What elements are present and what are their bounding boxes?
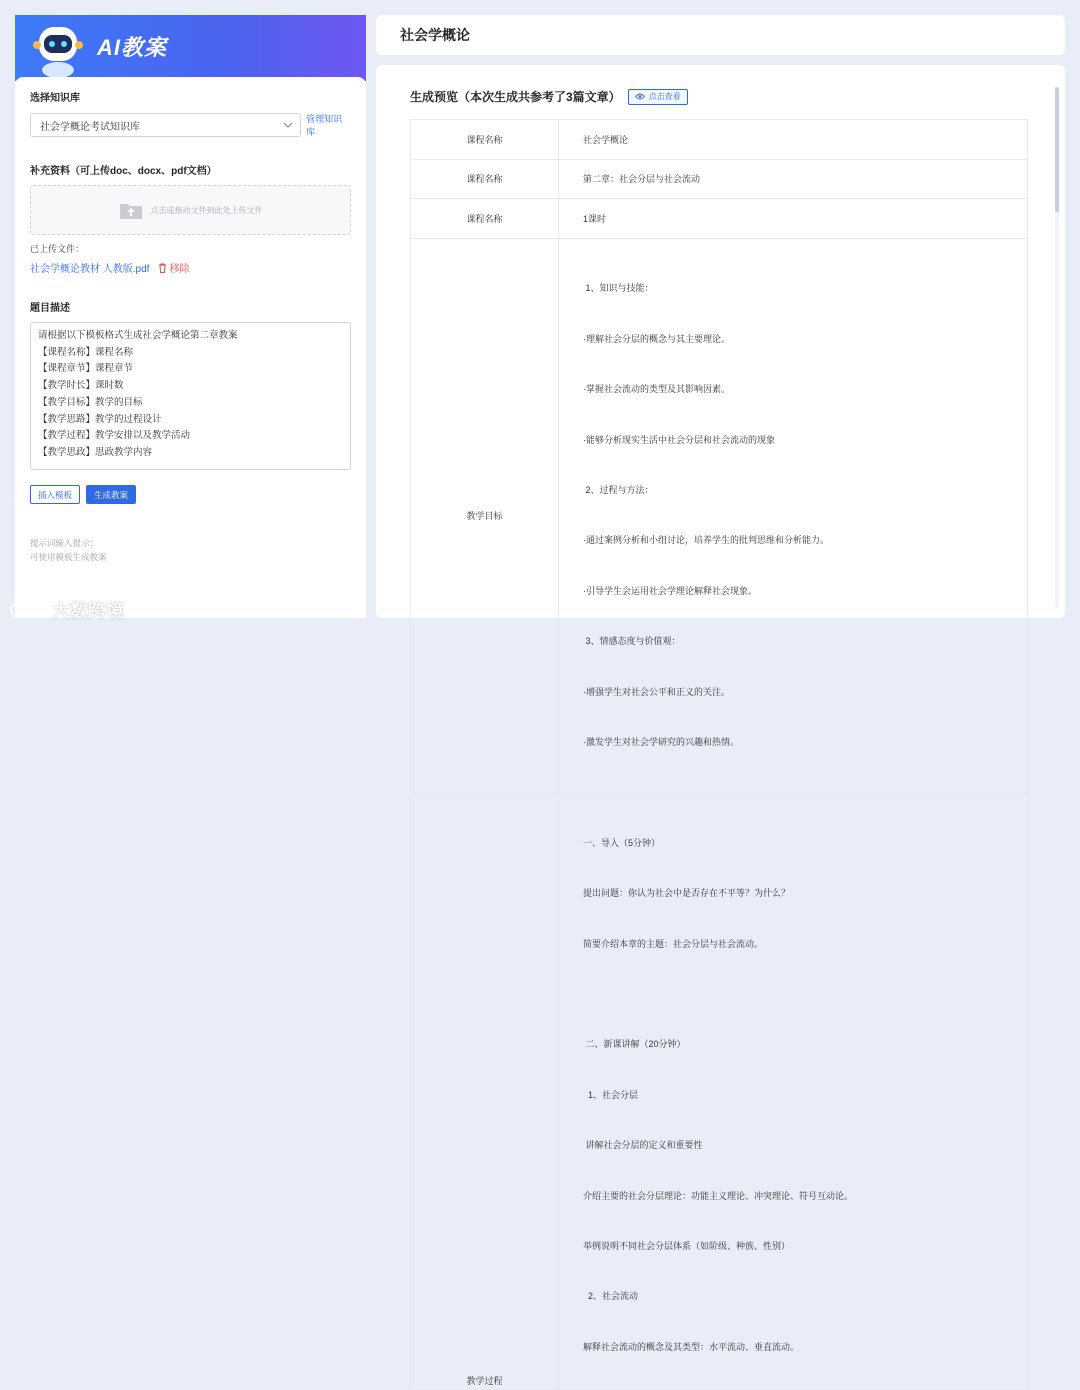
view-references-label: 点击查看 bbox=[648, 92, 681, 101]
goal-line: ·掌握社会流动的类型及其影响因素。 bbox=[583, 384, 730, 395]
table-row bbox=[411, 199, 1028, 239]
row-value: 第二章：社会分层与社会流动 bbox=[559, 159, 1028, 199]
hint-line: 可使用模板生成教案 bbox=[30, 551, 107, 562]
row-key: 教学目标 bbox=[411, 238, 559, 793]
manage-kb-link[interactable]: 管理知识库 bbox=[306, 114, 343, 137]
upload-dropzone[interactable] bbox=[30, 185, 351, 235]
prompt-line: 【课程章节】课程章节 bbox=[38, 363, 134, 375]
row-value: 社会学概论 bbox=[559, 120, 1028, 160]
prompt-line: 请根据以下模板格式生成社会学概论第二章教案 bbox=[38, 330, 238, 341]
goal-line: ·激发学生对社会学研究的兴趣和热情。 bbox=[583, 736, 739, 747]
kb-select[interactable] bbox=[30, 113, 301, 137]
left-panel bbox=[15, 15, 366, 618]
process-lines bbox=[559, 793, 1028, 1390]
goal-line: 2、过程与方法： bbox=[583, 484, 654, 495]
process-line: 二、新课讲解（20分钟） bbox=[583, 1039, 686, 1050]
goal-line: ·增强学生对社会公平和正义的关注。 bbox=[583, 686, 730, 697]
process-line: 1、社会分层 bbox=[583, 1089, 639, 1100]
row-key bbox=[411, 793, 559, 1390]
process-line: 讲解社会分层的定义和重要性 bbox=[583, 1140, 703, 1151]
prompt-line: 【教学思路】教学的过程设计 bbox=[38, 413, 162, 425]
prompt-line: 【教学时长】课时数 bbox=[38, 380, 124, 392]
process-line bbox=[583, 986, 1027, 1003]
row-key: 课程名称 bbox=[411, 120, 559, 160]
view-references-button[interactable] bbox=[628, 89, 688, 105]
course-title-card bbox=[376, 15, 1065, 55]
process-line: 简要介绍本章的主题：社会分层与社会流动。 bbox=[583, 938, 764, 949]
prompt-hint bbox=[30, 537, 351, 564]
upload-hint: 点击或拖动文件到此处上传文件 bbox=[150, 205, 263, 215]
process-line: 2、社会流动 bbox=[583, 1291, 639, 1302]
goal-line: 3、情感态度与价值观： bbox=[583, 636, 681, 647]
table-row bbox=[411, 120, 1028, 160]
goal-line: ·引导学生会运用社会学理论解释社会现象。 bbox=[583, 585, 757, 596]
goal-line: ·通过案例分析和小组讨论，培养学生的批判思维和分析能力。 bbox=[583, 535, 829, 546]
scrollbar-thumb[interactable] bbox=[1055, 87, 1059, 212]
desc-label: 题目描述 bbox=[30, 303, 70, 314]
uploaded-label: 已上传文件： bbox=[30, 244, 85, 254]
uploaded-file-row bbox=[30, 260, 351, 275]
trash-icon bbox=[158, 263, 167, 273]
kb-label: 选择知识库 bbox=[30, 93, 80, 104]
prompt-line: 【教学思政】思政教学内容 bbox=[38, 446, 153, 458]
watermark-logo-icon bbox=[8, 600, 48, 620]
prompt-line: 【教学目标】教学的目标 bbox=[38, 396, 143, 408]
table-row bbox=[411, 159, 1028, 199]
generate-button[interactable]: 生成教案 bbox=[86, 485, 136, 504]
remove-label: 移除 bbox=[169, 264, 190, 275]
chevron-down-icon bbox=[282, 119, 294, 131]
prompt-line: 【课程名称】课程名称 bbox=[38, 346, 134, 358]
preview-card bbox=[376, 65, 1065, 1387]
prompt-line: 【教学过程】教学安排以及教学活动 bbox=[38, 430, 191, 442]
goal-line: 1、知识与技能： bbox=[583, 283, 654, 294]
process-key: 教学过程 bbox=[466, 1376, 503, 1387]
prompt-textarea[interactable] bbox=[30, 322, 351, 470]
row-key: 课程名称 bbox=[411, 159, 559, 199]
uploaded-file-link[interactable]: 社会学概论教材 人教版.pdf bbox=[30, 264, 150, 275]
process-line: 提出问题：你认为社会中是否存在不平等？为什么？ bbox=[583, 888, 791, 899]
eye-icon bbox=[635, 93, 645, 100]
folder-upload-icon bbox=[119, 200, 143, 220]
form-body bbox=[15, 77, 366, 618]
preview-title: 生成预览（本次生成共参考了3篇文章） bbox=[410, 90, 621, 104]
action-buttons bbox=[30, 485, 351, 504]
process-line: 一、导入（5分钟） bbox=[583, 837, 661, 848]
course-title: 社会学概论 bbox=[400, 27, 470, 43]
watermark-text: 大数跨境 bbox=[52, 601, 124, 621]
watermark bbox=[8, 597, 124, 623]
goal-line: ·理解社会分层的概念与其主要理论。 bbox=[583, 333, 730, 344]
kb-select-value: 社会学概论考试知识库 bbox=[40, 121, 140, 133]
robot-icon bbox=[33, 23, 83, 79]
supp-label: 补充资料（可上传doc、docx、pdf文档） bbox=[30, 166, 217, 177]
kb-row bbox=[30, 112, 351, 138]
app-banner bbox=[15, 15, 366, 81]
hint-line: 提示词输入提示： bbox=[30, 538, 99, 548]
row-key: 课程名称 bbox=[411, 199, 559, 239]
table-row-process bbox=[411, 793, 1028, 1390]
process-line: 介绍主要的社会分层理论：功能主义理论、冲突理论、符号互动论。 bbox=[583, 1190, 854, 1201]
insert-template-button[interactable]: 插入模板 bbox=[30, 485, 80, 504]
table-row-goals bbox=[411, 238, 1028, 793]
preview-header bbox=[410, 88, 688, 105]
goal-line: ·能够分析现实生活中社会分层和社会流动的现象 bbox=[583, 434, 775, 445]
remove-file-button[interactable] bbox=[158, 260, 189, 275]
app-title: AI教案 bbox=[97, 35, 168, 60]
lesson-plan-table bbox=[410, 119, 1028, 1390]
row-value: 1课时 bbox=[559, 199, 1028, 239]
goal-lines bbox=[559, 238, 1028, 793]
process-line: 解释社会流动的概念及其类型：水平流动、垂直流动。 bbox=[583, 1341, 800, 1352]
process-line: 举例说明不同社会分层体系（如阶级、种族、性别） bbox=[583, 1241, 791, 1251]
